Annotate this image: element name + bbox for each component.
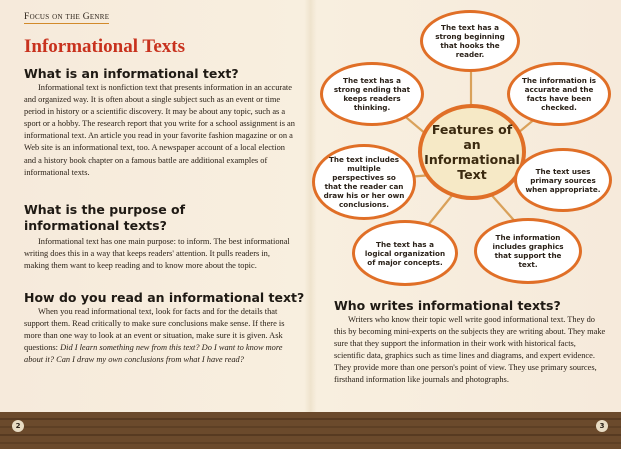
genre-header: Focus on the Genre	[24, 12, 110, 22]
page-number-left: 2	[12, 420, 24, 432]
feature-primary-sources: The text uses primary sources when appropriate.	[514, 148, 612, 212]
feature-graphics: The information includes graphics that support the text.	[474, 218, 582, 284]
paragraph-who-writes: Writers who know their topic well write good informational text. They do this by becoming mini-experts on the subjects they are writing about. They make sure that they support the information in their work with historical facts, scientific data, graphics such as time lines and diagrams, and expert evidence. They provide more than one person's point of view. They use primary sources, firsthand information like journals and photographs.	[334, 315, 606, 385]
paragraph-purpose: Informational text has one main purpose: to inform. The best informational writing does this in a way that keeps readers' attention. It pulls readers in, making them want to keep reading and to know more about the topic.	[24, 237, 290, 271]
paragraph-how-to-read-questions: Did I learn something new from this text? Do I want to know more about it? Can I draw my own conclusions from what I have read?	[24, 343, 283, 365]
diagram-center: Features of an Informational Text	[418, 104, 526, 200]
feature-logical-organization: The text has a logical organization of major concepts.	[352, 220, 458, 286]
page-title: Informational Texts	[24, 36, 185, 57]
heading-purpose-line2: informational texts?	[24, 218, 167, 233]
feature-strong-ending: The text has a strong ending that keeps readers thinking.	[320, 62, 424, 126]
heading-how-to-read: How do you read an informational text?	[24, 290, 305, 305]
paragraph-what-is: Informational text is nonfiction text that presents information in an accurate and organized way. It is often about a single subject such as an event or time period in history or a scientific discovery. It may be about any topic, such as a sport or a hobby. The research report that you write for a school assignment is an informational text. An article you read in your favorite fashion magazine or on a Web site is an informational text, too. A newspaper account of a local election and a history book chapter on a famous battle are additional examples of informational texts.	[24, 83, 295, 177]
page-number-right: 3	[596, 420, 608, 432]
features-diagram	[308, 0, 621, 295]
heading-who-writes: Who writes informational texts?	[334, 298, 561, 313]
wood-footer	[0, 412, 621, 449]
feature-multiple-perspectives: The text includes multiple perspectives so that the reader can draw his or her own conclusions.	[312, 144, 416, 220]
paragraph-how-to-read-text: When you read informational text, look for facts and for the details that support them. Read critically to make sure conclusions make sense. If there is more than one way to look at an event or situation, make sure it is given. Ask questions:	[24, 307, 285, 353]
feature-strong-beginning: The text has a strong beginning that hooks the reader.	[420, 10, 520, 72]
heading-purpose-line1: What is the purpose of	[24, 202, 186, 217]
heading-what-is: What is an informational text?	[24, 66, 239, 81]
feature-accurate-facts: The information is accurate and the facts have been checked.	[507, 62, 611, 126]
paragraph-how-to-read	[24, 306, 296, 366]
